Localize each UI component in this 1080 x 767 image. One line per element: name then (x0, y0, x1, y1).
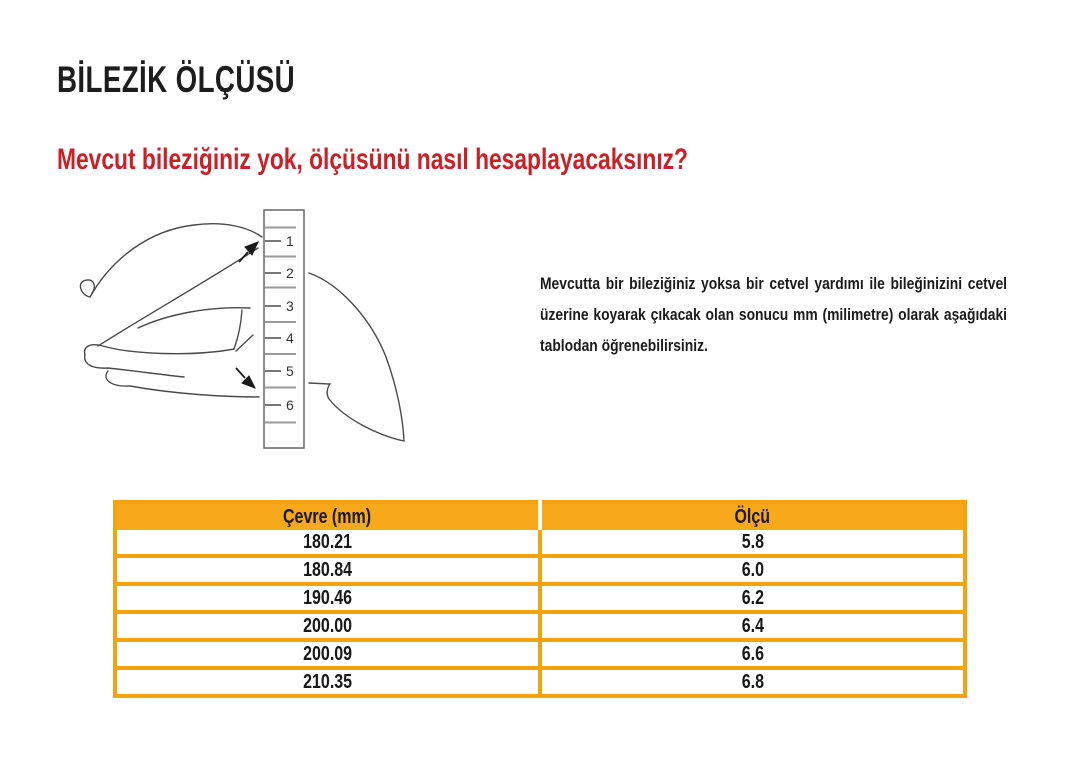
cell-value: 190.46 (303, 587, 352, 609)
size-cell (540, 556, 965, 584)
cell-value: 5.8 (741, 531, 764, 553)
circumference-cell (115, 584, 540, 612)
size-table-header-row (115, 502, 965, 530)
arrow-down-icon (236, 368, 255, 388)
ruler-icon (264, 210, 304, 448)
arrow-up-icon (239, 242, 258, 262)
table-row (115, 612, 965, 640)
ruler-number: 2 (286, 265, 294, 281)
hand-outline-icon (80, 224, 404, 441)
ruler-number: 1 (286, 233, 294, 249)
size-table (113, 500, 967, 698)
size-cell (540, 530, 965, 556)
size-cell (540, 668, 965, 696)
circumference-cell (115, 668, 540, 696)
page-title: BİLEZİK ÖLÇÜSÜ (57, 58, 296, 100)
ruler-number: 5 (286, 363, 294, 379)
table-row (115, 640, 965, 668)
table-row (115, 530, 965, 556)
cell-value: 6.0 (741, 559, 764, 581)
size-cell (540, 640, 965, 668)
circumference-cell (115, 556, 540, 584)
cell-value: 6.2 (741, 587, 764, 609)
cell-value: 180.21 (303, 531, 352, 553)
hand-ruler-illustration (72, 196, 432, 466)
cell-value: 6.6 (741, 643, 764, 665)
cell-value: 6.8 (741, 671, 764, 693)
circumference-cell (115, 530, 540, 556)
table-row (115, 556, 965, 584)
cell-value: 210.35 (303, 671, 352, 693)
column-header-label: Ölçü (734, 506, 771, 528)
size-cell (540, 584, 965, 612)
circumference-cell (115, 640, 540, 668)
cell-value: 200.00 (303, 615, 352, 637)
cell-value: 180.84 (303, 559, 352, 581)
measurement-description: Mevcutta bir bileziğiniz yoksa bir cetvel yardımı ile bileğinizini cetvel üzerine koyarak çıkacak olan sonucu mm (milimetre) olarak aşağıdaki tablodan öğrenebilirsiniz. (540, 274, 1008, 355)
column-header-label: Çevre (mm) (283, 506, 372, 528)
cell-value: 6.4 (741, 615, 764, 637)
size-cell (540, 612, 965, 640)
column-header-size (540, 502, 965, 530)
circumference-cell (115, 612, 540, 640)
ruler-number: 6 (286, 397, 294, 413)
table-row (115, 668, 965, 696)
column-header-circumference (115, 502, 540, 530)
table-row (115, 584, 965, 612)
question-heading: Mevcut bileziğiniz yok, ölçüsünü nasıl hesaplayacaksınız? (57, 142, 688, 176)
ruler-number: 3 (286, 298, 294, 314)
ruler-number: 4 (286, 330, 294, 346)
cell-value: 200.09 (303, 643, 352, 665)
